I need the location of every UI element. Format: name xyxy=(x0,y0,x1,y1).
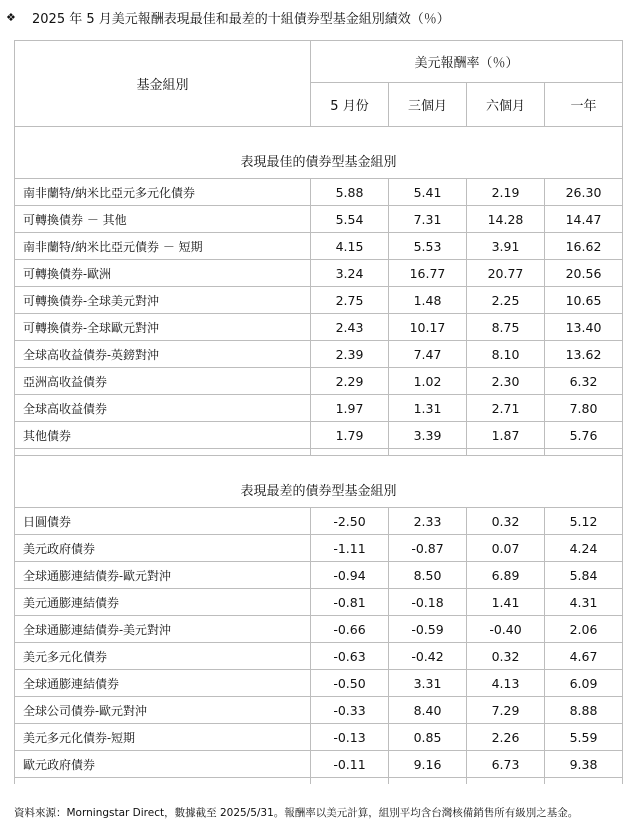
page-title-text: 2025 年 5 月美元報酬表現最佳和最差的十組債券型基金組別績效（％） xyxy=(32,11,450,27)
return-value: 8.88 xyxy=(545,697,623,724)
table-row xyxy=(15,535,623,562)
return-value: 7.80 xyxy=(545,395,623,422)
fund-group-name: 可轉換債券-全球歐元對沖 xyxy=(15,314,311,341)
return-value: 9.38 xyxy=(545,751,623,778)
table-row xyxy=(15,562,623,589)
fund-group-name: 可轉換債券 － 其他 xyxy=(15,206,311,233)
return-value: 4.67 xyxy=(545,643,623,670)
fund-group-name: 其他債券 xyxy=(15,422,311,449)
row-spacer xyxy=(15,449,623,456)
return-value: -1.11 xyxy=(311,535,389,562)
return-value: 1.02 xyxy=(389,368,467,395)
return-value: 5.54 xyxy=(311,206,389,233)
return-value: 2.71 xyxy=(467,395,545,422)
fund-group-name: 全球高收益債券-英鎊對沖 xyxy=(15,341,311,368)
fund-group-name: 可轉換債券-歐洲 xyxy=(15,260,311,287)
return-value: 20.56 xyxy=(545,260,623,287)
return-value: -0.50 xyxy=(311,670,389,697)
return-value: 3.39 xyxy=(389,422,467,449)
table-row xyxy=(15,206,623,233)
period-header-1y: 一年 xyxy=(545,83,623,127)
return-value: 13.62 xyxy=(545,341,623,368)
return-value: 13.40 xyxy=(545,314,623,341)
return-value: 5.88 xyxy=(311,179,389,206)
return-value: 2.30 xyxy=(467,368,545,395)
return-value: 10.65 xyxy=(545,287,623,314)
return-value: 14.47 xyxy=(545,206,623,233)
table-row xyxy=(15,314,623,341)
return-value: 0.32 xyxy=(467,508,545,535)
fund-group-name: 亞洲高收益債券 xyxy=(15,368,311,395)
return-value: -0.18 xyxy=(389,589,467,616)
return-value: 1.87 xyxy=(467,422,545,449)
table-row xyxy=(15,643,623,670)
return-value: -0.40 xyxy=(467,616,545,643)
table-row xyxy=(15,233,623,260)
return-value: 6.32 xyxy=(545,368,623,395)
return-value: 2.75 xyxy=(311,287,389,314)
return-value: 4.15 xyxy=(311,233,389,260)
return-value: -0.87 xyxy=(389,535,467,562)
return-value: 7.47 xyxy=(389,341,467,368)
return-value: 1.48 xyxy=(389,287,467,314)
fund-group-name: 全球通膨連結債券 xyxy=(15,670,311,697)
fund-group-name: 南非蘭特/納米比亞元多元化債券 xyxy=(15,179,311,206)
return-value: -0.11 xyxy=(311,751,389,778)
usd-return-header: 美元報酬率（％） xyxy=(311,41,623,83)
fund-group-name: 全球公司債券-歐元對沖 xyxy=(15,697,311,724)
return-value: 8.10 xyxy=(467,341,545,368)
return-value: 7.31 xyxy=(389,206,467,233)
return-value: 5.84 xyxy=(545,562,623,589)
table-row xyxy=(15,341,623,368)
row-spacer xyxy=(15,778,623,785)
fund-group-name: 美元多元化債券 xyxy=(15,643,311,670)
return-value: 16.77 xyxy=(389,260,467,287)
return-value: 0.32 xyxy=(467,643,545,670)
fund-group-name: 美元政府債券 xyxy=(15,535,311,562)
return-value: 1.97 xyxy=(311,395,389,422)
source-footnote: 資料來源：Morningstar Direct，數據截至 2025/5/31。報酬率以美元計算，組別平均含台灣核備銷售所有級別之基金。 xyxy=(14,807,579,819)
spacer-cell xyxy=(15,778,311,785)
fund-group-name: 歐元政府債券 xyxy=(15,751,311,778)
return-value: 6.09 xyxy=(545,670,623,697)
return-value: 4.31 xyxy=(545,589,623,616)
return-value: 2.43 xyxy=(311,314,389,341)
return-value: 10.17 xyxy=(389,314,467,341)
table-row xyxy=(15,260,623,287)
return-value: 0.85 xyxy=(389,724,467,751)
return-value: 5.12 xyxy=(545,508,623,535)
return-value: -0.42 xyxy=(389,643,467,670)
return-value: 8.50 xyxy=(389,562,467,589)
return-value: 3.24 xyxy=(311,260,389,287)
page-title xyxy=(6,6,450,28)
return-value: -0.66 xyxy=(311,616,389,643)
return-value: 2.19 xyxy=(467,179,545,206)
spacer-cell xyxy=(467,778,545,785)
worst-section-title: 表現最差的債券型基金組別 xyxy=(15,456,623,508)
return-value: 9.16 xyxy=(389,751,467,778)
spacer-cell xyxy=(311,449,389,456)
table-row xyxy=(15,368,623,395)
return-value: 5.59 xyxy=(545,724,623,751)
return-value: 3.91 xyxy=(467,233,545,260)
table-row xyxy=(15,287,623,314)
fund-group-name: 南非蘭特/納米比亞元債券 － 短期 xyxy=(15,233,311,260)
spacer-cell xyxy=(545,778,623,785)
fund-group-name: 美元通膨連結債券 xyxy=(15,589,311,616)
return-value: 2.39 xyxy=(311,341,389,368)
table-row xyxy=(15,589,623,616)
return-value: 26.30 xyxy=(545,179,623,206)
worst-section-row xyxy=(15,456,623,508)
return-value: 14.28 xyxy=(467,206,545,233)
return-value: 2.26 xyxy=(467,724,545,751)
period-header-3m: 三個月 xyxy=(389,83,467,127)
spacer-cell xyxy=(311,778,389,785)
table-row xyxy=(15,422,623,449)
return-value: -0.59 xyxy=(389,616,467,643)
return-value: 0.07 xyxy=(467,535,545,562)
return-value: -0.81 xyxy=(311,589,389,616)
diamond-bullet-icon: ❖ xyxy=(6,10,16,24)
fund-group-header: 基金組別 xyxy=(15,41,311,127)
fund-group-name: 全球通膨連結債券-歐元對沖 xyxy=(15,562,311,589)
return-value: 2.25 xyxy=(467,287,545,314)
return-value: -0.94 xyxy=(311,562,389,589)
spacer-cell xyxy=(15,449,311,456)
return-value: -0.33 xyxy=(311,697,389,724)
fund-group-name: 美元多元化債券-短期 xyxy=(15,724,311,751)
period-header-may: 5 月份 xyxy=(311,83,389,127)
table-row xyxy=(15,724,623,751)
fund-group-name: 全球通膨連結債券-美元對沖 xyxy=(15,616,311,643)
table-row xyxy=(15,508,623,535)
period-header-6m: 六個月 xyxy=(467,83,545,127)
return-value: 20.77 xyxy=(467,260,545,287)
return-value: -0.13 xyxy=(311,724,389,751)
table-row xyxy=(15,697,623,724)
return-value: 5.76 xyxy=(545,422,623,449)
return-value: -0.63 xyxy=(311,643,389,670)
best-section-row xyxy=(15,127,623,179)
fund-group-name: 全球高收益債券 xyxy=(15,395,311,422)
return-value: 5.53 xyxy=(389,233,467,260)
spacer-cell xyxy=(389,778,467,785)
table-row xyxy=(15,616,623,643)
table-row xyxy=(15,751,623,778)
return-value: 6.73 xyxy=(467,751,545,778)
return-value: 16.62 xyxy=(545,233,623,260)
return-value: 8.75 xyxy=(467,314,545,341)
spacer-cell xyxy=(545,449,623,456)
return-value: 1.41 xyxy=(467,589,545,616)
return-value: -2.50 xyxy=(311,508,389,535)
table-row xyxy=(15,179,623,206)
return-value: 2.29 xyxy=(311,368,389,395)
return-value: 4.13 xyxy=(467,670,545,697)
return-value: 2.06 xyxy=(545,616,623,643)
return-value: 1.79 xyxy=(311,422,389,449)
return-value: 8.40 xyxy=(389,697,467,724)
spacer-cell xyxy=(467,449,545,456)
return-value: 2.33 xyxy=(389,508,467,535)
table-row xyxy=(15,670,623,697)
return-value: 4.24 xyxy=(545,535,623,562)
return-value: 6.89 xyxy=(467,562,545,589)
table-row xyxy=(15,395,623,422)
fund-group-name: 可轉換債券-全球美元對沖 xyxy=(15,287,311,314)
return-value: 5.41 xyxy=(389,179,467,206)
return-value: 7.29 xyxy=(467,697,545,724)
spacer-cell xyxy=(389,449,467,456)
fund-group-name: 日圓債券 xyxy=(15,508,311,535)
best-section-title: 表現最佳的債券型基金組別 xyxy=(15,127,623,179)
fund-performance-table xyxy=(14,40,623,784)
return-value: 3.31 xyxy=(389,670,467,697)
return-value: 1.31 xyxy=(389,395,467,422)
